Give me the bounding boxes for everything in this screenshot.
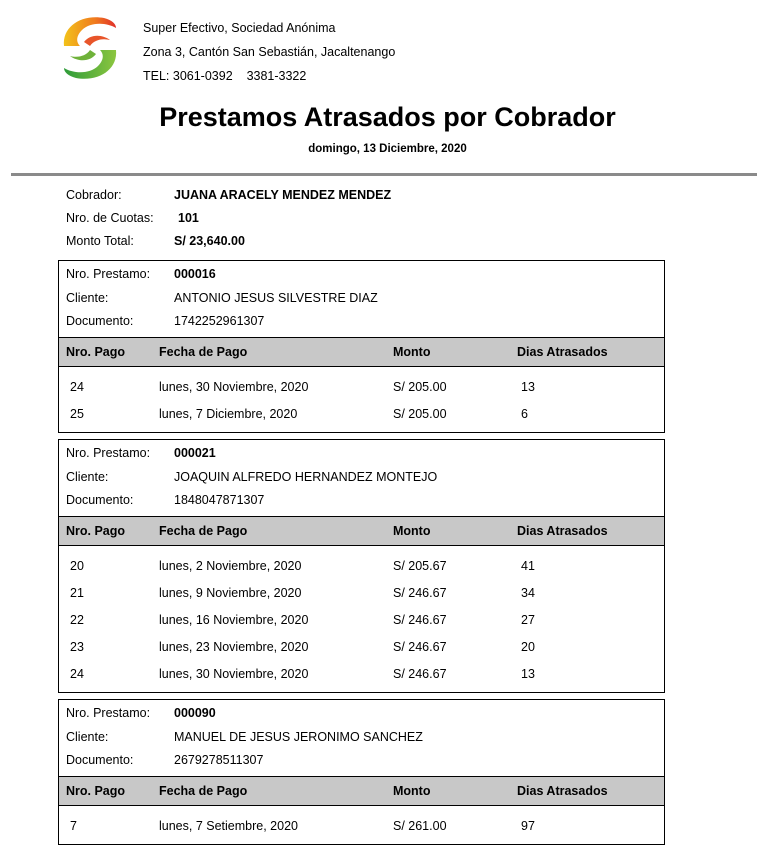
payment-date: lunes, 9 Noviembre, 2020 <box>159 585 302 600</box>
loan-number-label: Nro. Prestamo: <box>66 267 151 281</box>
table-row <box>59 401 664 428</box>
loan-card <box>58 439 665 693</box>
days-late: 27 <box>521 612 535 627</box>
col-amount: Monto <box>393 344 431 359</box>
company-phones <box>143 64 395 88</box>
payment-number: 23 <box>70 639 84 654</box>
col-amount: Monto <box>393 783 431 798</box>
header-divider <box>11 173 757 176</box>
payments-table-header <box>59 776 664 806</box>
payment-amount: S/ 261.00 <box>393 818 447 833</box>
payment-number: 21 <box>70 585 84 600</box>
company-address: Zona 3, Cantón San Sebastián, Jacaltenango <box>143 45 396 59</box>
company-logo <box>60 12 120 84</box>
payments-table-body <box>59 367 664 432</box>
document-row <box>66 313 664 337</box>
client-row <box>66 729 664 753</box>
days-late: 34 <box>521 585 535 600</box>
days-late: 6 <box>521 406 528 421</box>
payment-date: lunes, 16 Noviembre, 2020 <box>159 612 309 627</box>
company-phone-1: TEL: 3061-0392 <box>143 69 233 83</box>
table-row <box>59 580 664 607</box>
total-amount-value: S/ 23,640.00 <box>174 234 245 248</box>
payment-date: lunes, 30 Noviembre, 2020 <box>159 379 309 394</box>
loan-info <box>59 440 664 516</box>
payments-table-header <box>59 337 664 367</box>
table-row <box>59 607 664 634</box>
client-row <box>66 469 664 493</box>
loan-info <box>59 261 664 337</box>
payments-table-header <box>59 516 664 546</box>
col-payment-date: Fecha de Pago <box>159 783 248 798</box>
payment-date: lunes, 23 Noviembre, 2020 <box>159 639 309 654</box>
days-late: 20 <box>521 639 535 654</box>
table-row <box>59 374 664 401</box>
document-label: Documento: <box>66 753 134 767</box>
report-title: Prestamos Atrasados por Cobrador <box>159 102 616 132</box>
total-amount-label: Monto Total: <box>66 234 134 248</box>
loan-card <box>58 260 665 433</box>
client-name: JOAQUIN ALFREDO HERNANDEZ MONTEJO <box>174 469 438 484</box>
col-days-late: Dias Atrasados <box>517 783 608 798</box>
client-label: Cliente: <box>66 729 109 744</box>
payment-date: lunes, 7 Diciembre, 2020 <box>159 406 298 421</box>
payment-number: 20 <box>70 558 84 573</box>
document-row <box>66 752 664 776</box>
document-label: Documento: <box>66 314 134 328</box>
document-number: 1848047871307 <box>174 493 265 507</box>
days-late: 97 <box>521 818 535 833</box>
summary-quotas-row <box>66 207 391 230</box>
collector-label: Cobrador: <box>66 188 122 202</box>
company-info <box>143 16 395 88</box>
quotas-label: Nro. de Cuotas: <box>66 211 154 225</box>
client-name: MANUEL DE JESUS JERONIMO SANCHEZ <box>174 729 423 744</box>
table-row <box>59 553 664 580</box>
days-late: 13 <box>521 379 535 394</box>
company-phone-2: 3381-3322 <box>246 69 307 83</box>
document-number: 2679278511307 <box>174 753 264 767</box>
payment-amount: S/ 246.67 <box>393 639 447 654</box>
loan-number-label: Nro. Prestamo: <box>66 446 151 460</box>
company-name: Super Efectivo, Sociedad Anónima <box>143 21 336 35</box>
document-label: Documento: <box>66 493 134 507</box>
col-days-late: Dias Atrasados <box>517 523 608 538</box>
payment-number: 24 <box>70 666 84 681</box>
document-row <box>66 492 664 516</box>
table-row <box>59 813 664 840</box>
col-amount: Monto <box>393 523 431 538</box>
payment-number: 25 <box>70 406 84 421</box>
days-late: 41 <box>521 558 535 573</box>
client-label: Cliente: <box>66 290 109 305</box>
loan-number-row <box>66 266 664 290</box>
loan-card <box>58 699 665 845</box>
col-payment-number: Nro. Pago <box>66 344 126 359</box>
payment-amount: S/ 246.67 <box>393 612 447 627</box>
report-date: domingo, 13 Diciembre, 2020 <box>308 143 467 155</box>
payment-date: lunes, 7 Setiembre, 2020 <box>159 818 298 833</box>
loan-number-label: Nro. Prestamo: <box>66 706 151 720</box>
summary-collector-row <box>66 184 391 207</box>
loan-number-row <box>66 445 664 469</box>
collector-summary <box>66 184 391 253</box>
payment-amount: S/ 205.00 <box>393 379 447 394</box>
client-name: ANTONIO JESUS SILVESTRE DIAZ <box>174 290 378 305</box>
client-label: Cliente: <box>66 469 109 484</box>
col-payment-number: Nro. Pago <box>66 523 126 538</box>
payment-date: lunes, 30 Noviembre, 2020 <box>159 666 309 681</box>
payment-amount: S/ 205.67 <box>393 558 447 573</box>
payment-amount: S/ 205.00 <box>393 406 447 421</box>
col-payment-date: Fecha de Pago <box>159 344 248 359</box>
loan-number: 000016 <box>174 267 216 281</box>
loan-number: 000021 <box>174 446 216 460</box>
payments-table-body <box>59 806 664 844</box>
col-days-late: Dias Atrasados <box>517 344 608 359</box>
payment-number: 24 <box>70 379 84 394</box>
payment-number: 7 <box>70 818 77 833</box>
client-row <box>66 290 664 314</box>
payment-number: 22 <box>70 612 84 627</box>
loan-number: 000090 <box>174 706 216 720</box>
payments-table-body <box>59 546 664 692</box>
loan-info <box>59 700 664 776</box>
col-payment-number: Nro. Pago <box>66 783 126 798</box>
col-payment-date: Fecha de Pago <box>159 523 248 538</box>
document-number: 1742252961307 <box>174 314 265 328</box>
payment-amount: S/ 246.67 <box>393 666 447 681</box>
days-late: 13 <box>521 666 535 681</box>
summary-total-row <box>66 230 391 253</box>
loan-number-row <box>66 705 664 729</box>
quotas-value: 101 <box>178 211 199 225</box>
table-row <box>59 661 664 688</box>
payment-amount: S/ 246.67 <box>393 585 447 600</box>
payment-date: lunes, 2 Noviembre, 2020 <box>159 558 302 573</box>
collector-name: JUANA ARACELY MENDEZ MENDEZ <box>174 188 392 202</box>
table-row <box>59 634 664 661</box>
